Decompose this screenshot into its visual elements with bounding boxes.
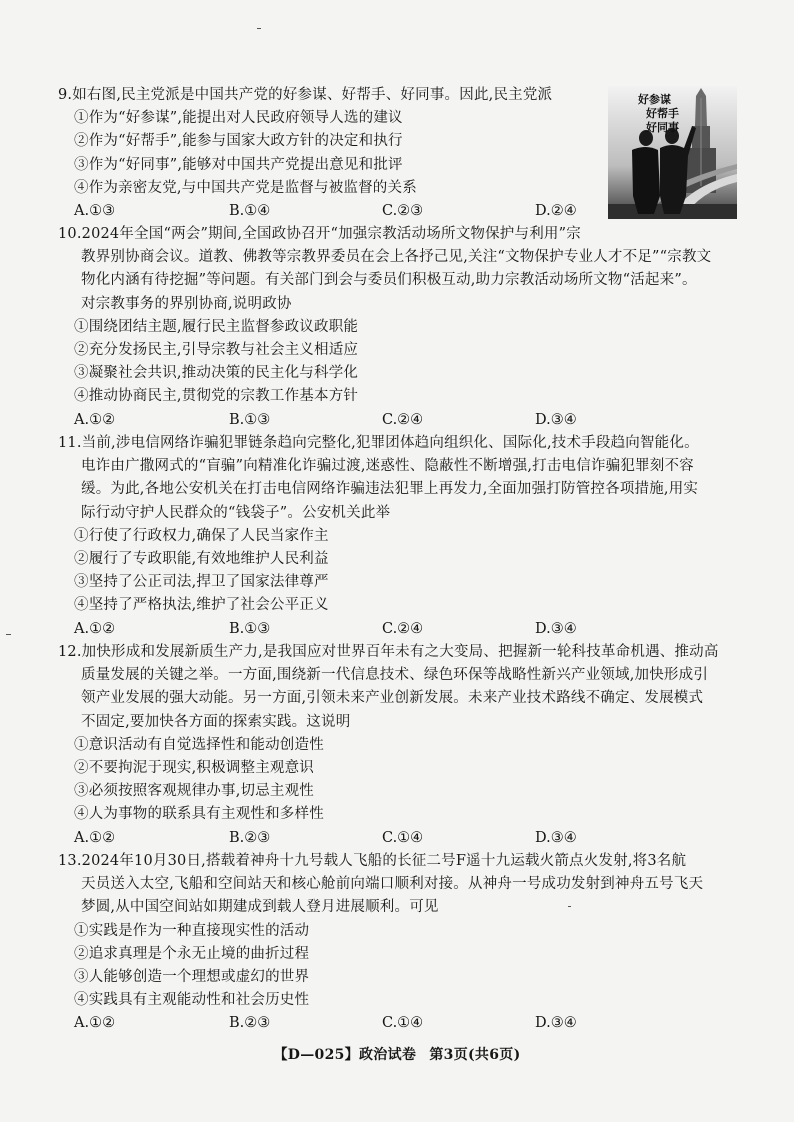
- choice-a[interactable]: A.①②: [74, 829, 116, 846]
- option-2: ②充分发扬民主,引导宗教与社会主义相适应: [74, 342, 359, 359]
- option-1: ①实践是作为一种直接现实性的活动: [74, 922, 310, 939]
- choice-c[interactable]: C.②④: [382, 411, 424, 428]
- question-stem-cont: 质量发展的关键之举。一方面,围绕新一代信息技术、绿色环保等战略性新兴产业领域,加快形成引: [81, 667, 709, 684]
- question-stem: 10.2024年全国“两会”期间,全国政协召开“加强宗教活动场所文物保护与利用”宗: [58, 226, 581, 242]
- option-4: ④坚持了严格执法,维护了社会公平正义: [74, 597, 329, 614]
- exam-code: 【D—025】政治试卷: [273, 1047, 417, 1063]
- option-3: ③人能够创造一个理想或虚幻的世界: [74, 969, 310, 986]
- choice-c[interactable]: C.①④: [382, 1015, 424, 1032]
- scan-mark: [257, 28, 261, 29]
- illustration-graphic: [608, 86, 737, 219]
- question-stem-cont: 领产业发展的强大动能。另一方面,引领未来产业创新发展。未来产业技术路线不确定、发展模式: [81, 690, 704, 707]
- caption-line-3: 好同事: [646, 121, 679, 134]
- question-stem-cont: 教界别协商会议。道教、佛教等宗教界委员在会上各抒己见,关注“文物保护专业人才不足”“宗教文: [81, 249, 712, 266]
- answer-choices: [58, 409, 758, 432]
- option-4: ④作为亲密友党,与中国共产党是监督与被监督的关系: [74, 179, 417, 196]
- option-3: ③凝聚社会共识,推动决策的民主化与科学化: [74, 365, 359, 382]
- option-2: ②追求真理是个永无止境的曲折过程: [74, 945, 310, 962]
- question-11: [58, 432, 758, 641]
- choice-b[interactable]: B.①④: [229, 203, 271, 220]
- choice-a[interactable]: A.①③: [74, 203, 116, 220]
- choice-a[interactable]: A.①②: [74, 620, 116, 637]
- choice-b[interactable]: B.①③: [229, 620, 271, 637]
- choice-d[interactable]: D.③④: [535, 411, 577, 428]
- question-stem: 13.2024年10月30日,搭载着神舟十九号载人飞船的长征二号F遥十九运载火箭点火发射,将3名航: [58, 853, 687, 869]
- question-10: [58, 223, 758, 432]
- choice-a[interactable]: A.①②: [74, 1015, 116, 1032]
- two-people-building-illustration: [608, 86, 737, 219]
- caption-line-1: 好参谋: [638, 93, 671, 106]
- question-stem-cont: 不固定,要加快各方面的探索实践。这说明: [81, 713, 351, 730]
- caption-line-2: 好帮手: [646, 107, 679, 120]
- question-13: [58, 850, 758, 1035]
- page-footer: [0, 1044, 794, 1064]
- question-stem-cont: 梦圆,从中国空间站如期建成到载人登月进展顺利。可见: [81, 899, 439, 916]
- option-2: ②履行了专政职能,有效地维护人民利益: [74, 551, 329, 568]
- option-3: ③坚持了公正司法,捍卫了国家法律尊严: [74, 574, 329, 591]
- option-1: ①意识活动有自觉选择性和能动创造性: [74, 736, 324, 753]
- option-2: ②不要拘泥于现实,积极调整主观意识: [74, 760, 315, 777]
- answer-choices: [58, 618, 758, 641]
- scan-mark: [6, 634, 11, 635]
- question-12: [58, 641, 758, 850]
- choice-d[interactable]: D.③④: [535, 1015, 577, 1032]
- option-1: ①围绕团结主题,履行民主监督参政议政职能: [74, 318, 359, 335]
- question-stem: 9.如右图,民主党派是中国共产党的好参谋、好帮手、好同事。因此,民主党派: [58, 87, 553, 103]
- option-2: ②作为“好帮手”,能参与国家大政方针的决定和执行: [74, 133, 403, 150]
- scan-mark: [568, 906, 571, 907]
- page-number: 第3页(共6页): [429, 1047, 521, 1063]
- option-1: ①行使了行政权力,确保了人民当家作主: [74, 527, 329, 544]
- option-3: ③必须按照客观规律办事,切忌主观性: [74, 783, 315, 800]
- option-4: ④实践具有主观能动性和社会历史性: [74, 992, 310, 1009]
- option-1: ①作为“好参谋”,能提出对人民政府领导人选的建议: [74, 110, 403, 127]
- option-4: ④推动协商民主,贯彻党的宗教工作基本方针: [74, 388, 359, 405]
- question-stem: 11.当前,涉电信网络诈骗犯罪链条趋向完整化,犯罪团体趋向组织化、国际化,技术手段趋向智能化。: [58, 435, 699, 451]
- choice-a[interactable]: A.①②: [74, 411, 116, 428]
- choice-c[interactable]: C.①④: [382, 829, 424, 846]
- choice-b[interactable]: B.②③: [229, 829, 271, 846]
- answer-choices: [58, 827, 758, 850]
- question-stem-cont: 电诈由广撒网式的“盲骗”向精准化诈骗过渡,迷惑性、隐蔽性不断增强,打击电信诈骗犯罪刻不容: [81, 458, 694, 475]
- choice-b[interactable]: B.①③: [229, 411, 271, 428]
- question-stem-cont: 物化内涵有待挖掘”等问题。有关部门到会与委员们积极互动,助力宗教活动场所文物“活起来”。: [81, 272, 697, 289]
- choice-b[interactable]: B.②③: [229, 1015, 271, 1032]
- choice-c[interactable]: C.②③: [382, 203, 424, 220]
- question-stem: 12.加快形成和发展新质生产力,是我国应对世界百年未有之大变局、把握新一轮科技革命机遇、推动高: [58, 644, 719, 660]
- option-4: ④人为事物的联系具有主观性和多样性: [74, 806, 324, 823]
- question-stem-cont: 对宗教事务的界别协商,说明政协: [81, 295, 292, 312]
- answer-choices: [58, 1012, 758, 1035]
- question-stem-cont: 际行动守护人民群众的“钱袋子”。公安机关此举: [81, 504, 391, 521]
- option-3: ③作为“好同事”,能够对中国共产党提出意见和批评: [74, 156, 403, 173]
- question-stem-cont: 天员送入太空,飞船和空间站天和核心舱前向端口顺利对接。从神舟一号成功发射到神舟五号飞天: [81, 876, 704, 893]
- choice-d[interactable]: D.③④: [535, 620, 577, 637]
- choice-d[interactable]: D.②④: [535, 203, 577, 220]
- choice-c[interactable]: C.②④: [382, 620, 424, 637]
- question-stem-cont: 缓。为此,各地公安机关在打击电信网络诈骗违法犯罪上再发力,全面加强打防管控各项措施,用实: [81, 481, 699, 498]
- choice-d[interactable]: D.③④: [535, 829, 577, 846]
